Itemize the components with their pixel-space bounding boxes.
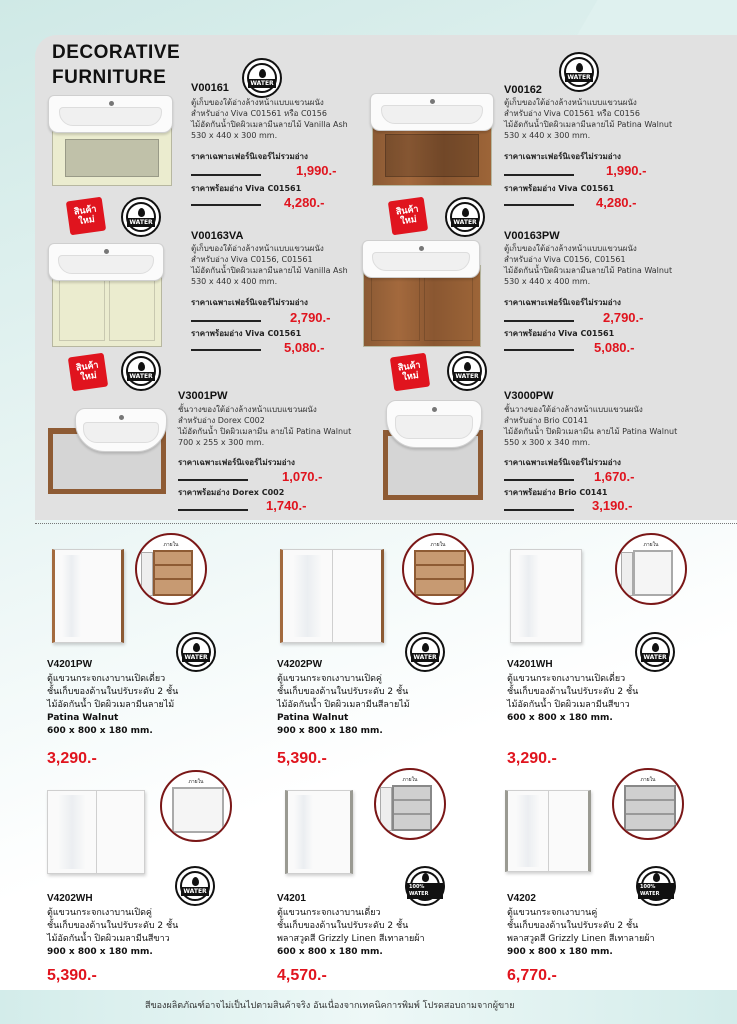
water-resistance-icon: WATER [635,632,675,672]
divider [178,509,248,511]
desc-line: ไม้อัดกันน้ำ ปิดผิวเมลามีนสีขาว [47,934,170,944]
product-price: 3,290.- [507,750,557,767]
product-size: 900 x 800 x 180 mm. [47,947,153,957]
desc-line: ตู้แขวนกระจกเงาบานคู่ [507,908,598,918]
water-resistance-100-icon: 100% WATER [405,866,445,906]
product-desc: ตู้เก็บของใต้อ่างล้างหน้าแบบแขวนผนัง [504,98,637,107]
product-code: V4201WH [507,659,553,670]
inside-view-image: ภายใน [135,533,207,605]
product-code: V4202 [507,893,536,904]
product-desc: ไม้อัดกันน้ำ ปิดผิวเมลามีน ลายไม้ Patina Walnut [178,427,352,436]
divider [504,174,574,176]
price-furniture: 1,990.- [296,163,337,178]
product-desc [507,673,638,725]
product-desc: สำหรับอ่าง Viva C0156, C01561 [504,255,626,264]
inside-view-image: ภายใน [612,768,684,840]
price-with-basin: 4,280.- [284,195,325,210]
mirror-cabinet-image [280,549,384,643]
product-size: 530 x 440 x 400 mm. [191,277,278,286]
product-size: 900 x 800 x 180 mm. [507,947,613,957]
product-size: 530 x 440 x 300 mm. [504,131,591,140]
price-label: ราคาเฉพาะเฟอร์นิเจอร์ไม่รวมอ่าง [178,458,295,467]
divider [191,320,261,322]
product-desc [47,907,178,959]
price-label: ราคาพร้อมอ่าง Brio C0141 [504,488,608,497]
water-resistance-icon: WATER [445,197,485,237]
product-size: 530 x 440 x 300 mm. [191,131,278,140]
product-code: V4201PW [47,659,93,670]
price-label: ราคาเฉพาะเฟอร์นิเจอร์ไม่รวมอ่าง [504,458,621,467]
divider [191,174,261,176]
product-desc: สำหรับอ่าง Viva C01561 หรือ C0156 [504,109,640,118]
product-desc [507,907,655,959]
product-desc: ชั้นวางของใต้อ่างล้างหน้าแบบแขวนผนัง [178,405,317,414]
water-resistance-icon: WATER [405,632,445,672]
product-price: 6,770.- [507,967,557,984]
product-desc [277,673,410,738]
product-desc: ไม้อัดกันน้ำปิดผิวเมลามีนลายไม้ Vanilla Ash [191,120,348,129]
desc-line: ตู้แขวนกระจกเงาบานเปิดคู่ [47,908,152,918]
desc-line: ไม้อัดกันน้ำ ปิดผิวเมลามีนสีขาว [507,700,630,710]
desc-line: ชั้นเก็บของด้านในปรับระดับ 2 ชั้น [507,687,639,697]
product-size: 600 x 800 x 180 mm. [507,713,613,723]
product-desc [47,673,178,738]
product-desc: สำหรับอ่าง Dorex C002 [178,416,265,425]
desc-line: Patina Walnut [47,713,119,723]
product-desc: ตู้เก็บของใต้อ่างล้างหน้าแบบแขวนผนัง [191,98,324,107]
price-with-basin: 3,190.- [592,498,633,513]
mirror-cabinet-image [505,790,591,872]
price-with-basin: 5,080.- [594,340,635,355]
product-code: V3001PW [178,390,228,402]
new-product-tag: สินค้าใหม่ [388,197,428,236]
inside-view-image: ภายใน [402,533,474,605]
product-desc: สำหรับอ่าง Viva C0156, C01561 [191,255,313,264]
price-label: ราคาพร้อมอ่าง Viva C01561 [191,184,302,193]
divider [504,479,574,481]
desc-line: ไม้อัดกันน้ำ ปิดผิวเมลามีนลายไม้ [47,700,175,710]
product-size: 530 x 440 x 400 mm. [504,277,591,286]
desc-line: ชั้นเก็บของด้านในปรับระดับ 2 ชั้น [47,687,179,697]
divider [191,204,261,206]
product-price: 5,390.- [277,750,327,767]
desc-line: ชั้นเก็บของด้านในปรับระดับ 2 ชั้น [507,921,639,931]
mirror-cabinet-image [52,549,124,643]
product-size: 600 x 800 x 180 mm. [277,947,383,957]
divider [191,349,261,351]
price-furniture: 1,070.- [282,469,323,484]
product-desc: ตู้เก็บของใต้อ่างล้างหน้าแบบแขวนผนัง [504,244,637,253]
section-divider [35,523,737,524]
price-with-basin: 5,080.- [284,340,325,355]
product-desc: สำหรับอ่าง Viva C01561 หรือ C0156 [191,109,327,118]
desc-line: ตู้แขวนกระจกเงาบานเปิดเดี่ยว [507,674,626,684]
price-with-basin: 4,280.- [596,195,637,210]
desc-line: ชั้นเก็บของด้านในปรับระดับ 2 ชั้น [47,921,179,931]
desc-line: Patina Walnut [277,713,349,723]
new-product-tag: สินค้าใหม่ [68,353,108,392]
price-label: ราคาพร้อมอ่าง Dorex C002 [178,488,285,497]
product-code: V00161 [191,82,229,94]
product-desc: ไม้อัดกันน้ำปิดผิวเมลามีนลายไม้ Vanilla Ash [191,266,348,275]
price-furniture: 2,790.- [290,310,331,325]
inside-view-image: ภายใน [160,770,232,842]
price-label: ราคาพร้อมอ่าง Viva C01561 [191,329,302,338]
price-label: ราคาพร้อมอ่าง Viva C01561 [504,184,615,193]
footer [0,990,737,1024]
basin-image [48,243,164,281]
product-price: 3,290.- [47,750,97,767]
divider [504,349,574,351]
product-size: 550 x 300 x 340 mm. [504,438,591,447]
product-desc [277,907,425,959]
new-product-tag: สินค้าใหม่ [66,197,106,236]
water-resistance-100-icon: 100% WATER [636,866,676,906]
price-label: ราคาเฉพาะเฟอร์นิเจอร์ไม่รวมอ่าง [191,152,308,161]
product-code: V00163VA [191,230,244,242]
product-desc: ตู้เก็บของใต้อ่างล้างหน้าแบบแขวนผนัง [191,244,324,253]
desc-line: ตู้แขวนกระจกเงาบานเปิดเดี่ยว [47,674,166,684]
price-label: ราคาพร้อมอ่าง Viva C01561 [504,329,615,338]
page-title [52,40,180,90]
product-desc: ไม้อัดกันน้ำปิดผิวเมลามีนลายไม้ Patina Walnut [504,120,673,129]
price-furniture: 1,670.- [594,469,635,484]
price-label: ราคาเฉพาะเฟอร์นิเจอร์ไม่รวมอ่าง [504,298,621,307]
product-desc: ชั้นวางของใต้อ่างล้างหน้าแบบแขวนผนัง [504,405,643,414]
price-label: ราคาเฉพาะเฟอร์นิเจอร์ไม่รวมอ่าง [504,152,621,161]
divider [178,479,248,481]
water-resistance-icon: WATER [447,351,487,391]
desc-line: ชั้นเก็บของด้านในปรับระดับ 2 ชั้น [277,687,409,697]
product-price: 5,390.- [47,967,97,984]
product-price: 4,570.- [277,967,327,984]
product-desc: สำหรับอ่าง Brio C0141 [504,416,589,425]
mirror-cabinet-image [47,790,145,874]
divider [504,509,574,511]
new-product-tag: สินค้าใหม่ [390,353,430,392]
basin-image [386,400,482,448]
product-size: 700 x 255 x 300 mm. [178,438,265,447]
mirror-cabinet-image [285,790,353,874]
title-line-2: FURNITURE [52,67,167,88]
product-code: V4201 [277,893,306,904]
water-resistance-icon: WATER [175,866,215,906]
product-code: V00163PW [504,230,560,242]
basin-image [370,93,494,131]
desc-line: ตู้แขวนกระจกเงาบานเดี่ยว [277,908,381,918]
basin-image [362,240,480,278]
water-resistance-icon: WATER [242,58,282,98]
desc-line: ไม้อัดกันน้ำ ปิดผิวเมลามีนสีลายไม้ [277,700,410,710]
divider [504,320,574,322]
product-desc: ไม้อัดกันน้ำ ปิดผิวเมลามีน ลายไม้ Patina Walnut [504,427,678,436]
product-desc: ไม้อัดกันน้ำปิดผิวเมลามีนลายไม้ Patina Walnut [504,266,673,275]
price-furniture: 2,790.- [603,310,644,325]
water-resistance-icon: WATER [121,197,161,237]
title-line-1: DECORATIVE [52,42,181,63]
product-code: V4202PW [277,659,323,670]
desc-line: พลาสวูดสี Grizzly Linen สีเทาลายผ้า [277,934,425,944]
water-resistance-icon: WATER [559,52,599,92]
product-code: V00162 [504,84,542,96]
basin-image [75,408,167,452]
footer-disclaimer: สีของผลิตภัณฑ์อาจไม่เป็นไปตามสินค้าจริง อันเนื่องจากเทคนิคการพิมพ์ โปรดสอบถามจากผู้ขาย [145,1001,515,1011]
inside-view-image: ภายใน [615,533,687,605]
price-with-basin: 1,740.- [266,498,307,513]
inside-view-image: ภายใน [374,768,446,840]
desc-line: ตู้แขวนกระจกเงาบานเปิดคู่ [277,674,382,684]
desc-line: พลาสวูดสี Grizzly Linen สีเทาลายผ้า [507,934,655,944]
price-furniture: 1,990.- [606,163,647,178]
water-resistance-icon: WATER [121,351,161,391]
desc-line: ชั้นเก็บของด้านในปรับระดับ 2 ชั้น [277,921,409,931]
basin-image [48,95,173,133]
price-label: ราคาเฉพาะเฟอร์นิเจอร์ไม่รวมอ่าง [191,298,308,307]
product-size: 900 x 800 x 180 mm. [277,726,383,736]
divider [504,204,574,206]
product-size: 600 x 800 x 180 mm. [47,726,153,736]
product-code: V4202WH [47,893,93,904]
product-code: V3000PW [504,390,554,402]
mirror-cabinet-image [510,549,582,643]
water-resistance-icon: WATER [176,632,216,672]
